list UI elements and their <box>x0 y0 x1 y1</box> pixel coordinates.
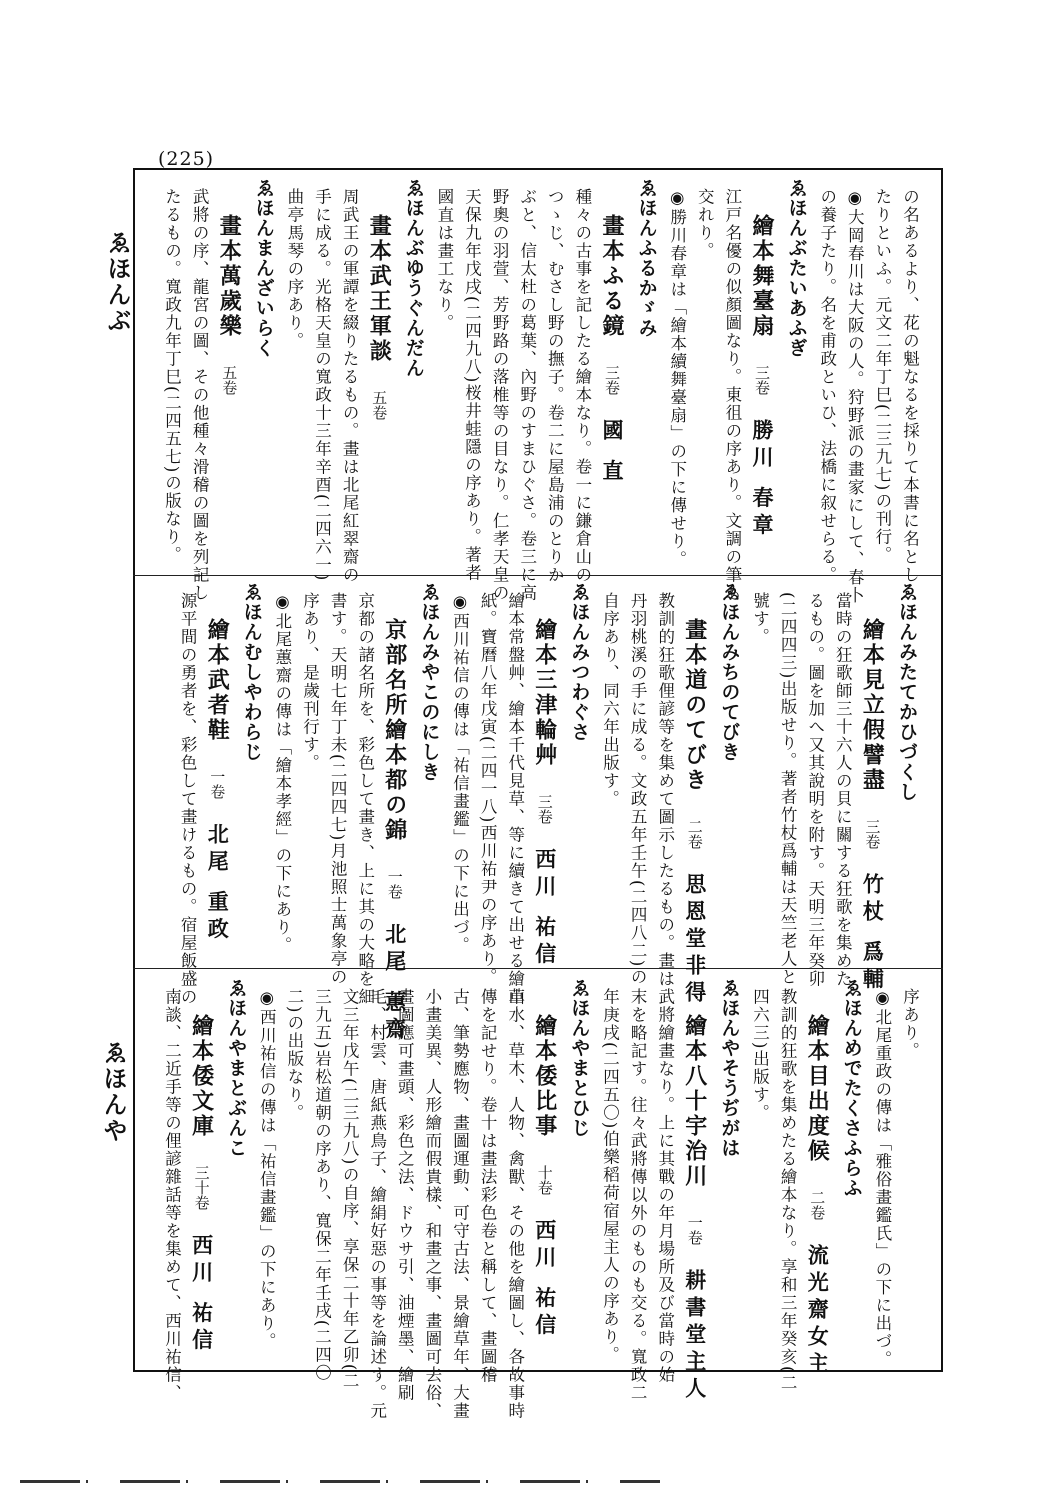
margin-index-top: ゑほんぶ <box>103 230 132 334</box>
entry-text-line: ◉北尾蕙齋の傳は「繪本孝經」の下にあり。 <box>272 592 292 955</box>
book-title: 畫本道のてびき <box>681 618 708 793</box>
volume-count: 五卷 <box>370 390 389 420</box>
entry-heading-kana: ゑほんやまとひじ <box>568 978 591 1138</box>
entry-text-line: の名あるより、花の魁なるを採りて本書に名とし <box>900 188 920 584</box>
entry-text-line: 源平間の勇者を、彩色して畫けるもの。宿屋飯盛の <box>178 592 198 1006</box>
entry-title-line <box>804 1014 831 1382</box>
entry-text-line: 三九五)岩松道朝の序あり、寬保二年壬戌(二四〇 <box>312 988 332 1382</box>
volume-count: 三卷 <box>753 365 771 395</box>
entry-title-line <box>859 618 886 995</box>
entry-text-line: 種々の古事を記したる繪本なり。卷一に鎌倉山の <box>572 188 592 584</box>
entry-title-line <box>531 1014 558 1382</box>
entry-heading-kana: ゑほんやまとぶんこ <box>225 978 248 1158</box>
entry-heading-kana: ゑほんぶゆうぐんだん <box>402 178 425 378</box>
entry-text-line: 江戸名優の似顏圖なり。東徂の序あり。文調の筆も <box>722 188 742 602</box>
book-author: 竹杖 爲輔 <box>860 873 886 995</box>
entry-title-line <box>366 214 393 589</box>
entry-text-line: 野奧の羽萱、芳野路の落椎等の目なり。仁孝天皇の <box>490 188 510 602</box>
book-author: 國 直 <box>600 419 625 487</box>
entry-text-line: 四六三)出版す。 <box>750 988 770 1122</box>
entry-text-line: 文三年戊午(二三九八)の自序、享保二十年乙卯(二 <box>340 988 360 1390</box>
entry-heading-kana: ゑほんめでたくさふらふ <box>840 978 863 1198</box>
volume-count: 十卷 <box>535 1165 554 1195</box>
entry-text-line: 教訓的狂歌を集めたる繪本なり。享和三年癸亥(二 <box>778 988 798 1392</box>
entry-text-line: ◉勝川春章は「繪本續舞臺扇」の下に傳せり。 <box>667 188 687 569</box>
entry-text-line: 丹羽桃溪の手に成る。文政五年壬午(二四八二)の <box>628 592 648 986</box>
book-author: 耕書堂主人 <box>682 1269 708 1404</box>
entry-title-line <box>204 618 231 980</box>
volume-count: 一卷 <box>685 1215 704 1245</box>
entry-heading-kana: ゑほんみつわぐさ <box>568 582 591 742</box>
book-author: 西川 祐信 <box>532 848 558 970</box>
book-title: 繪本八十宇治川 <box>681 1014 708 1189</box>
entry-text-line: 號す。 <box>750 592 770 646</box>
entry-text-line: 傳を記せり。卷十は畫法彩色卷と稱して、畫圖稽 <box>478 988 498 1384</box>
volume-count: 二卷 <box>685 819 704 849</box>
entry-text-line: ◉大岡春川は大阪の人。狩野派の畫家にして、春卜 <box>845 188 865 605</box>
entry-title-line <box>601 214 623 589</box>
book-author: 北尾 蕙齋 <box>382 923 408 1045</box>
book-title: 繪本見立假譬盡 <box>859 618 886 793</box>
entry-heading-kana: ゑほんやそうぢがは <box>718 978 741 1158</box>
entry-text-line: 書す。天明七年丁未(二四四七)月池照士萬象亭の <box>328 592 348 986</box>
entry-text-line: 手に成る。光格天皇の寬政十三年辛酉(二四六一) <box>312 188 332 582</box>
book-title: 畫本萬歲樂 <box>216 214 243 339</box>
entry-text-line: ◉北尾重政の傳は「雅俗畫鑑氏」の下に出づ。 <box>872 988 892 1369</box>
book-author: 西川 祐信 <box>532 1219 558 1341</box>
entry-text-line: 序あり、是歲刊行す。 <box>300 592 320 772</box>
volume-count: 二卷 <box>808 1190 827 1220</box>
entry-text-line: 古、筆勢應物、畫圖運動、可守古法、景繪草年、大畫 <box>450 988 470 1420</box>
book-author: 西川 祐信 <box>189 1234 215 1356</box>
volume-count: 五卷 <box>220 365 239 395</box>
entry-text-line: 天保九年戊戌(二四九八)桜井蛙隱の序あり。著者 <box>462 188 482 582</box>
book-title: 繪本目出度候 <box>804 1014 831 1164</box>
entry-heading-kana: ゑほんみたてかひづくし <box>896 582 918 802</box>
book-author: 思恩堂非得 <box>682 873 708 1008</box>
entry-text-line: ぶと、信太杜の葛葉、內野のすまひぐさ。卷三に高 <box>517 188 537 602</box>
entry-text-line: 南談、二近手等の俚諺雜話等を集めて、西川祐信、 <box>162 988 182 1402</box>
entry-title-line <box>681 618 708 1008</box>
book-title: 繪本倭比事 <box>531 1014 558 1139</box>
entry-text-line: (二四四三)出版せり。著者竹杖爲輔は天竺老人と <box>778 592 798 986</box>
entry-text-line: 武將の序、龍宮の圖、その他種々滑稽の圖を列記し <box>190 188 210 602</box>
entry-text-line: 畫圖應可畫頭、彩色之法、ドウサ引、油煙墨、繪刷 <box>395 988 415 1402</box>
entry-text-line: 山水、草木、人物、禽獸、その他を繪圖し、各故事時 <box>505 988 525 1420</box>
entry-text-line: の養子たり。名を甫政といひ、法橋に叙せらる。 <box>817 188 837 584</box>
book-title: 畫本武王軍談 <box>366 214 393 364</box>
entry-title-line <box>216 214 243 589</box>
volume-count: 三十卷 <box>192 1165 211 1210</box>
entry-heading-kana: ゑほんむしやわらじ <box>240 582 263 762</box>
entry-heading-kana: ゑほんみちのてびき <box>718 582 741 762</box>
entry-title-line <box>381 618 408 1045</box>
entry-title-line <box>681 1014 708 1404</box>
entry-text-line: つゝじ、むさし野の撫子。卷二に屋島浦のとりか <box>545 188 565 584</box>
entry-text-line: 教訓的狂歌俚諺等を集めて圖示したるもの。畫は <box>655 592 675 988</box>
entry-text-line: 國直は畫工なり。 <box>434 188 454 332</box>
entry-text-line: 交れり。 <box>695 188 715 260</box>
volume-count: 三卷 <box>535 794 554 824</box>
entry-text-line: 周武王の軍譚を綴りたるもの。畫は北尾紅翠齋の <box>340 188 360 584</box>
footer-rule <box>20 1480 660 1483</box>
entry-text-line: るもの。圖を加へ又其說明を附す。天明三年癸卯 <box>805 592 825 988</box>
entry-text-line: ◉西川祐信の傳は「祐信畫鑑」の下にあり。 <box>257 988 277 1351</box>
entry-text-line: 自序あり、同六年出版す。 <box>600 592 620 808</box>
book-title: 繪本武者鞋 <box>204 618 231 743</box>
entry-text-line: 繪本常盤艸、繪本千代見草、等に續きて出せる繪草 <box>505 592 525 1006</box>
entry-text-line: ◉西川祐信の傳は「祐信畫鑑」の下に出づ。 <box>450 592 470 955</box>
book-title: 畫本ふる鏡 <box>599 214 625 339</box>
entry-text-line: 二)の出版なり。 <box>284 988 304 1122</box>
entry-heading-kana: ゑほんぶたいあふぎ <box>785 178 808 358</box>
entry-text-line: たるもの。寬政九年丁巳(二四五七)の版なり。 <box>162 188 182 564</box>
entry-title-line <box>531 618 558 980</box>
entry-text-line: 年庚戌(二四五〇)伯樂稻荷宿屋主人の序あり。 <box>600 988 620 1364</box>
book-title: 繪本舞臺扇 <box>749 214 775 339</box>
book-title: 繪本倭文庫 <box>188 1014 215 1139</box>
page-number: (225) <box>158 148 215 170</box>
volume-count: 一卷 <box>385 869 404 899</box>
entry-text-line: たりといふ。元文二年丁巳(二三九七)の刊行。 <box>872 188 892 564</box>
book-author: 北尾 重政 <box>205 823 231 945</box>
entry-text-line: 當時の狂歌師三十六人の貝に關する狂歌を集めた <box>833 592 853 988</box>
entry-text-line: 末を略記す。往々武將傳以外のものも交る。寬政二 <box>628 988 648 1402</box>
book-title: 繪本三津輪艸 <box>531 618 558 768</box>
volume-count: 一卷 <box>208 769 227 799</box>
margin-index-bottom: ゑほんや <box>99 1040 128 1144</box>
entry-heading-kana: ゑほんまんざいらく <box>252 178 275 358</box>
book-author: 勝川 春章 <box>750 419 775 541</box>
entry-text-line: 毛、村雲、唐紙燕鳥子、繪絹好惡の事等を論述す。元 <box>367 988 387 1420</box>
entry-heading-kana: ゑほんふるかゞみ <box>635 178 658 338</box>
volume-count: 三卷 <box>603 365 621 395</box>
entry-text-line: 小畫美異、人形繪而假貴樣、和畫之事、畫圖可去俗、 <box>422 988 442 1420</box>
entry-heading-kana: ゑほんみやこのにしき <box>418 582 441 782</box>
entry-text-line: 京都の諸名所を、彩色して畫き、上に其の大略を細 <box>355 592 375 1006</box>
entry-text-line: 武將繪畫なり。上に其戰の年月場所及び當時の始 <box>655 988 675 1384</box>
entry-text-line: 曲亭馬琴の序あり。 <box>284 188 304 350</box>
book-title: 京部名所繪本都の錦 <box>381 618 408 843</box>
entry-title-line <box>751 214 773 589</box>
entry-title-line <box>188 1014 215 1382</box>
entry-text-line: 序あり。 <box>900 988 920 1060</box>
book-author: 流光齋女主 <box>805 1244 831 1379</box>
volume-count: 三卷 <box>863 819 882 849</box>
entry-text-line: 紙。寶曆八年戊寅(二四一八)西川祐尹の序あり。 <box>478 592 498 986</box>
